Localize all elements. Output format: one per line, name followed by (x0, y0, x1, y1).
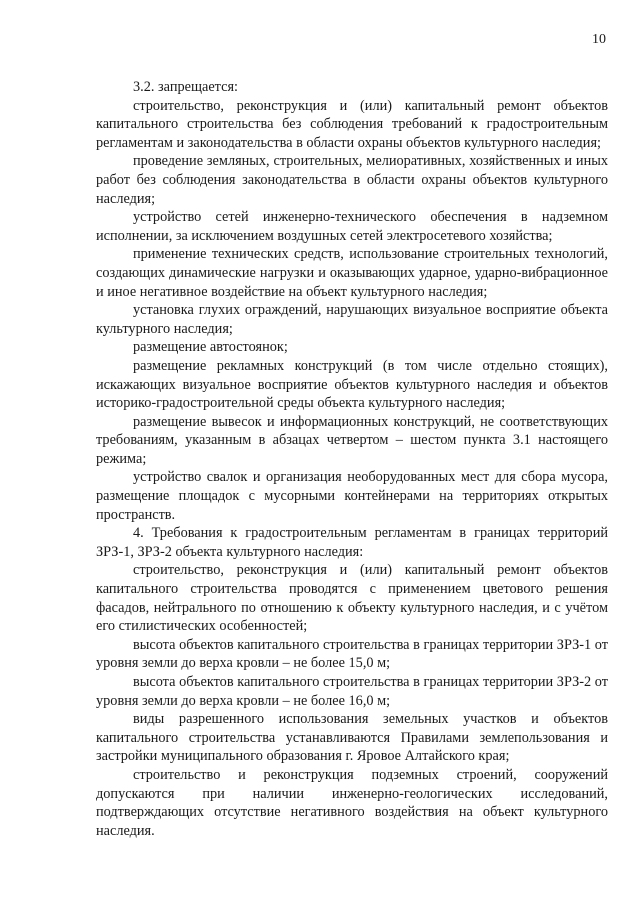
paragraph-signage-ban: размещение вывесок и информационных конструкций, не соответствующих требованиям, указанным в абзацах четвертом – шестом пункта 3.1 настоящего режима; (96, 413, 608, 467)
paragraph-height-zrz1: высота объектов капитального строительства в границах территории ЗРЗ-1 от уровня земли до верха кровли – не более 15,0 м; (96, 636, 608, 672)
paragraph-construction-ban: строительство, реконструкция и (или) капитальный ремонт объектов капитального строительства без соблюдения требований к градостроительным регламентам и законодательства в области охраны объектов культурного наследия; (96, 97, 608, 151)
page-number: 10 (592, 32, 606, 47)
paragraph-advertising-ban: размещение рекламных конструкций (в том числе отдельно стоящих), искажающих визуальное восприятие объектов культурного наследия и объектов историко-градостроительной среды объекта культурного наследия; (96, 357, 608, 412)
paragraph-overhead-networks-ban: устройство сетей инженерно-технического обеспечения в надземном исполнении, за исключением воздушных сетей электросетевого хозяйства; (96, 209, 608, 244)
paragraph-solid-fences-ban: установка глухих ограждений, нарушающих визуальное восприятие объекта культурного наследия; (96, 302, 608, 337)
paragraph-parking-ban: размещение автостоянок; (133, 339, 288, 356)
paragraph-underground-construction: строительство и реконструкция подземных строений, сооружений допускаются при наличии инженерно-геологических исследований, подтверждающих отсутствие негативного воздействия на объект культурного наследия. (96, 766, 608, 839)
paragraph-dynamic-loads-ban: применение технических средств, использование строительных технологий, создающих динамические нагрузки и оказывающих ударное, ударно-вибрационное и иное негативное воздействие на объект культурного наследия; (96, 246, 608, 300)
paragraph-earthworks-ban: проведение земляных, строительных, мелиоративных, хозяйственных и иных работ без соблюдения законодательства в области охраны объектов культурного наследия; (96, 153, 608, 207)
paragraph-height-zrz2: высота объектов капитального строительства в границах территории ЗРЗ-2 от уровня земли до верха кровли – не более 16,0 м; (96, 674, 608, 709)
paragraph-section-4-heading: 4. Требования к градостроительным регламентам в границах территорий ЗРЗ-1, ЗРЗ-2 объекта культурного наследия: (96, 525, 608, 560)
paragraph-3-2-heading: 3.2. запрещается: (133, 79, 238, 95)
paragraph-facade-colors: строительство, реконструкция и (или) капитальный ремонт объектов капитального строительства проводятся с применением цветового решения фасадов, нейтрального по отношению к объекту культурного наследия, и с учётом его стилистических особенностей; (96, 562, 608, 635)
paragraph-dumps-ban: устройство свалок и организация необорудованных мест для сбора мусора, размещение площадок с мусорными контейнерами на территориях открытых пространств. (96, 469, 608, 523)
paragraph-land-use-types: виды разрешенного использования земельных участков и объектов капитального строительства устанавливаются Правилами землепользования и застройки муниципального образования г. Яровое Алтайского края; (96, 711, 608, 765)
document-body (96, 78, 608, 840)
